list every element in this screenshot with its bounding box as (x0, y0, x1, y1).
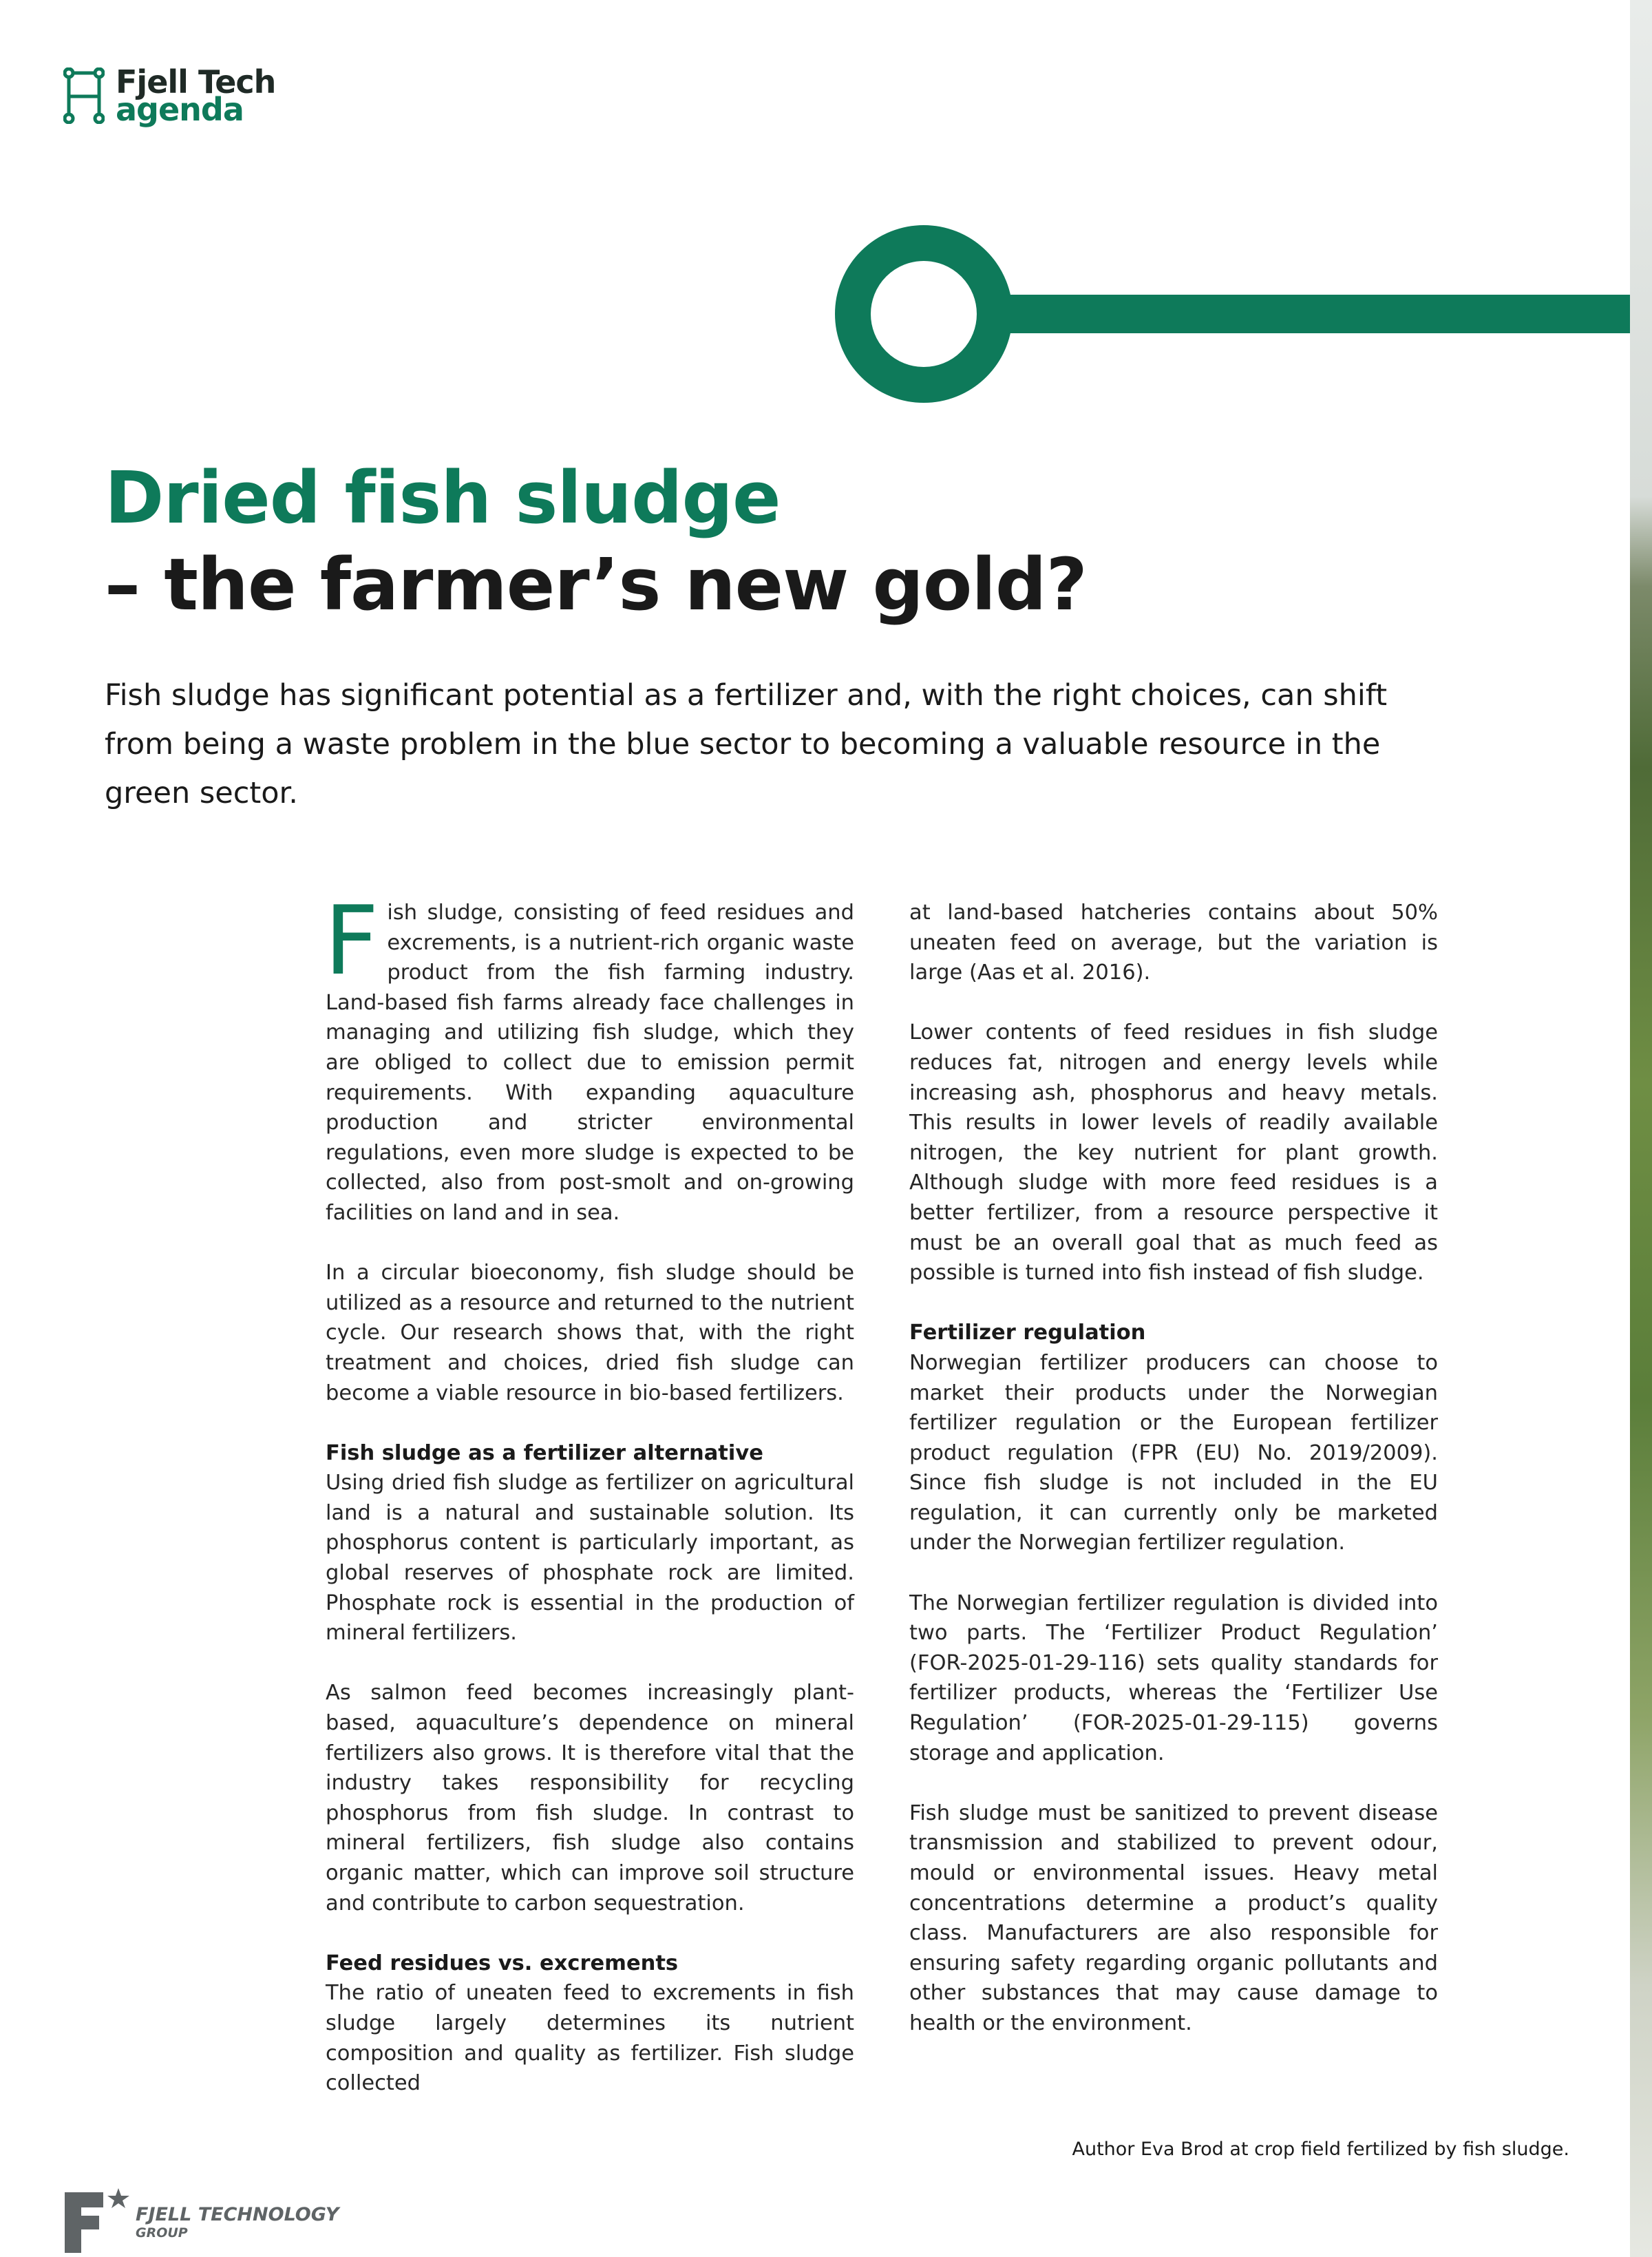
paragraph: Using dried fish sludge as fertilizer on agricultural land is a natural and sustainable solution. Its phosphorus content is particularly important, as global reserves of phosphate rock are limited. Phosphate rock is essential in the production of mineral fertilizers. (326, 1471, 854, 1646)
logo-text-fjell-tech: Fjell Tech (116, 63, 276, 101)
fjell-tech-agenda-logo (63, 63, 284, 132)
paragraph: The ratio of uneaten feed to excrements in fish sludge largely determines its nutrient composition and quality as fertilizer. Fish sludge collected (326, 1981, 854, 2096)
decorative-ring-line (833, 223, 1630, 405)
section-heading: Fish sludge as a fertilizer alternative (326, 1440, 763, 1465)
logo-node-icon (63, 67, 105, 124)
paragraph: Fish sludge must be sanitized to prevent disease transmission and stabilized to prevent odour, mould or environmental issues. Heavy metal concentrations determine a product’s quality class. Manufacturers are also responsible for ensuring safety regarding organic pollutants and other substances that may cause damage to health or the environment. (909, 1801, 1438, 2035)
paragraph: As salmon feed becomes increasingly plant-based, aquaculture’s dependence on mineral fertilizers also grows. It is therefore vital that the industry takes responsibility for recycling phosphorus from fish sludge. In contrast to mineral fertilizers, fish sludge also contains organic matter, which can improve soil structure and contribute to carbon sequestration. (326, 1681, 854, 1915)
right-column (909, 898, 1438, 2068)
paragraph: at land-based hatcheries contains about 50% uneaten feed on average, but the variation is large (Aas et al. 2016). (909, 901, 1438, 985)
photo-edge (1630, 0, 1652, 2257)
drop-cap: F (324, 885, 379, 996)
fjell-technology-group-logo (63, 2184, 352, 2253)
paragraph (324, 885, 854, 1228)
paragraph-text: ish sludge, consisting of feed residues and excrements, is a nutrient-rich organic waste product from the fish farming industry. Land-based fish farms already face challenges in managing and utilizing fish sludge, which they are obliged to collect due to emission permit requirements. With expanding aquaculture production and stricter environmental regulations, even more sludge is expected to be collected, also from post-smolt and on-growing facilities on land and in sea. (326, 901, 854, 1225)
paragraph: Lower contents of feed residues in fish sludge reduces fat, nitrogen and energy levels while increasing ash, phosphorus and heavy metals. This results in lower levels of readily available nitrogen, the key nutrient for plant growth. Although sludge with more feed residues is a better fertilizer, from a resource perspective it must be an overall goal that as much feed as possible is turned into fish instead of fish sludge. (909, 1020, 1438, 1285)
footer-company-line-1: FJELL TECHNOLOGY (136, 2204, 339, 2225)
photo-caption: Author Eva Brod at crop field fertilized by fish sludge. (1072, 2139, 1569, 2160)
paragraph: In a circular bioeconomy, fish sludge should be utilized as a resource and returned to the nutrient cycle. Our research shows that, with the right treatment and choices, dried fish sludge can become a viable resource in bio-based fertilizers. (326, 1261, 854, 1405)
section-heading: Feed residues vs. excrements (326, 1951, 679, 1975)
title-line-2: – the farmer’s new gold? (105, 543, 1087, 627)
footer-company-line-2: GROUP (136, 2225, 188, 2240)
paragraph: Norwegian fertilizer producers can choose to market their products under the Norwegian fertilizer regulation or the European fertilizer product regulation (FPR (EU) No. 2019/2009). Since fish sludge is not included in the EU regulation, it can currently only be marketed under the Norwegian fertilizer regulation. (909, 1350, 1438, 1555)
footer-company-name (136, 2206, 339, 2242)
left-column (324, 885, 854, 2128)
section-heading: Fertilizer regulation (909, 1321, 1146, 1345)
article-title (105, 454, 1206, 628)
title-line-1: Dried fish sludge (105, 456, 781, 540)
f-star-logo-icon (63, 2184, 132, 2253)
logo-text-agenda: agenda (116, 91, 244, 128)
article-lead: Fish sludge has significant potential as a fertilizer and, with the right choices, can shift from being a waste problem in the blue sector to becoming a valuable resource in the green sector. (105, 678, 1388, 810)
paragraph: The Norwegian fertilizer regulation is divided into two parts. The ‘Fertilizer Product Regulation’ (FOR-2025-01-29-116) sets quality standards for fertilizer products, whereas the ‘Fertilizer Use Regulation’ (FOR-2025-01-29-115) governs storage and application. (909, 1591, 1438, 1765)
